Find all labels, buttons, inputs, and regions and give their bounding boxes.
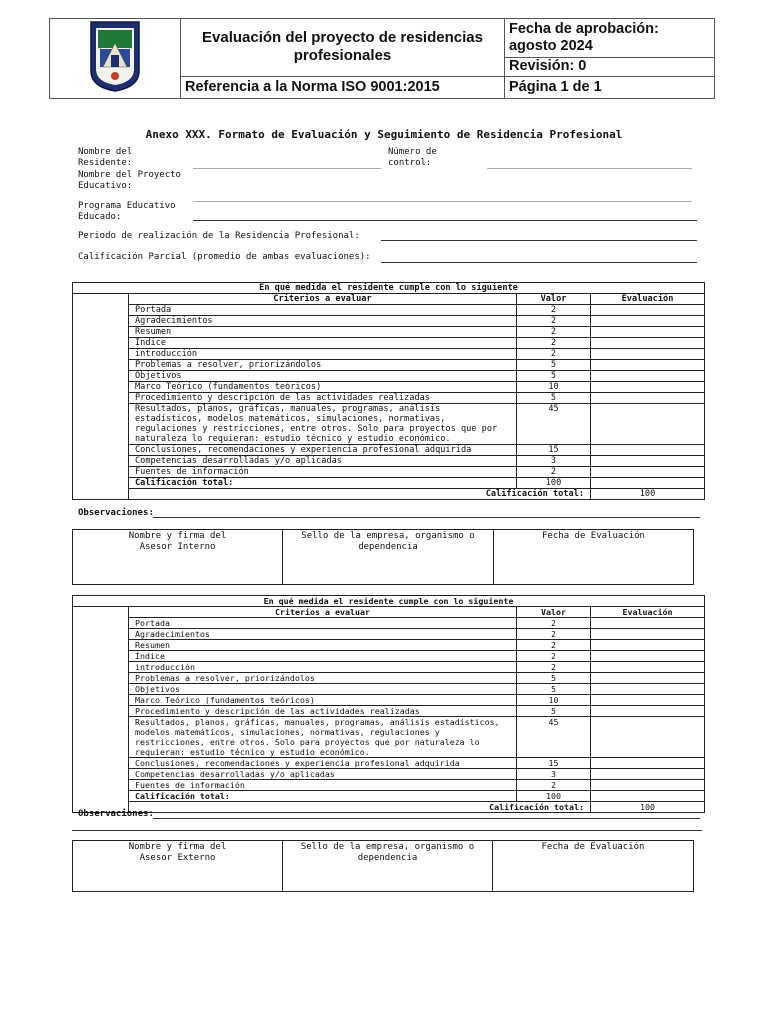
table-row [73,673,705,684]
criterion-label: Competencias desarrolladas y/o aplicadas [129,769,517,780]
col-eval-header: Evaluación [591,294,705,305]
criterion-label: Conclusiones, recomendaciones y experiencia profesional adquirida [129,758,517,769]
external-advisor-signature[interactable] [73,841,283,892]
criterion-label: Marco Teórico (fundamentos teóricos) [129,382,517,393]
partial-grade-label: Calificación Parcial (promedio de ambas evaluaciones): [78,252,371,262]
criterion-label: Resultados, planos, gráficas, manuales, programas, análisis estadísticos, modelos matemáticos, simulaciones, normativas, regulaciones y restricciones, entre otros. Solo para proyectos que por naturaleza lo requieran: estudio técnico y estudio económico. [129,717,517,758]
criterion-label: Portada [129,305,517,316]
table-row [73,684,705,695]
criterion-value: 10 [517,695,591,706]
criterion-value: 15 [517,758,591,769]
document-header [49,18,715,99]
criterion-value: 2 [517,316,591,327]
criterion-evaluation-cell[interactable] [591,305,705,316]
annex-title: Anexo XXX. Formato de Evaluación y Seguimiento de Residencia Profesional [145,128,623,141]
table-row [73,706,705,717]
table-row [73,467,705,478]
criterion-label: Problemas a resolver, priorizándolos [129,360,517,371]
criterion-evaluation-cell[interactable] [591,382,705,393]
project-name-field[interactable] [193,201,692,202]
table-row [73,769,705,780]
criterion-value: 45 [517,404,591,445]
criterion-label: Índice [129,651,517,662]
criterion-value: 2 [517,349,591,360]
table-row [73,651,705,662]
period-label: Periodo de realización de la Residencia Profesional: [78,231,360,241]
criterion-value: 2 [517,327,591,338]
criterion-evaluation-cell[interactable] [591,780,705,791]
table-row [73,393,705,404]
institution-logo-icon [88,19,142,93]
external-signature-table [72,840,694,892]
external-evaluation-table [72,595,705,813]
total-evaluation-cell[interactable] [591,791,705,802]
col-value-header: Valor [517,607,591,618]
divider-line [72,830,702,831]
criterion-label: Fuentes de información [129,467,517,478]
criterion-evaluation-cell[interactable] [591,640,705,651]
table-row [73,780,705,791]
criterion-evaluation-cell[interactable] [591,316,705,327]
table-row [73,349,705,360]
control-number-label: Número de control: [388,147,437,168]
document-title: Evaluación del proyecto de residencias profesionales [181,19,505,77]
table-row [73,360,705,371]
criterion-value: 15 [517,445,591,456]
table-row [73,456,705,467]
logo-cell [50,19,181,99]
criterion-evaluation-cell[interactable] [591,673,705,684]
table-row [73,629,705,640]
criterion-value: 5 [517,393,591,404]
criterion-evaluation-cell[interactable] [591,662,705,673]
internal-date-cell[interactable] [494,530,694,585]
internal-evaluation-table [72,282,705,500]
criterion-evaluation-cell[interactable] [591,695,705,706]
project-name-label: Nombre del Proyecto Educativo: [78,170,181,191]
criterion-evaluation-cell[interactable] [591,404,705,445]
program-field[interactable] [193,220,697,221]
col-eval-header: Evaluación [591,607,705,618]
criterion-label: Problemas a resolver, priorizándolos [129,673,517,684]
total-evaluation-cell[interactable] [591,478,705,489]
final-total-row [73,802,705,813]
resident-name-label: Nombre del Residente: [78,147,133,168]
external-table-body [73,596,705,813]
table-row [73,618,705,629]
criterion-value: 2 [517,651,591,662]
criterion-evaluation-cell[interactable] [591,629,705,640]
criterion-value: 45 [517,717,591,758]
table-row [73,717,705,758]
internal-side-label-cell [73,294,129,500]
criterion-label: Marco Teórico (fundamentos teóricos) [129,695,517,706]
internal-signature-table [72,529,694,585]
total-row [73,791,705,802]
criterion-label: Objetivos [129,371,517,382]
final-total-value: 100 [591,489,705,500]
criterion-evaluation-cell[interactable] [591,706,705,717]
criterion-value: 3 [517,456,591,467]
observations-field[interactable] [153,517,700,518]
table-heading: En qué medida el residente cumple con lo siguiente [73,283,705,294]
page-number: Página 1 de 1 [504,76,714,98]
total-row [73,478,705,489]
col-criteria-header: Criterios a evaluar [129,294,517,305]
table-row [73,445,705,456]
total-value: 100 [517,791,591,802]
program-label: Programa Educativo Educado: [78,201,176,222]
table-row [73,371,705,382]
criterion-label: Portada [129,618,517,629]
criterion-evaluation-cell[interactable] [591,445,705,456]
criterion-value: 5 [517,706,591,717]
observations-field-external[interactable] [153,818,700,819]
criterion-label: Resumen [129,640,517,651]
revision-label: Revisión: 0 [504,57,714,76]
table-row [73,338,705,349]
criterion-evaluation-cell[interactable] [591,467,705,478]
criterion-evaluation-cell[interactable] [591,349,705,360]
internal-table-body [73,283,705,500]
control-number-field[interactable] [487,168,692,169]
criterion-evaluation-cell[interactable] [591,338,705,349]
criterion-evaluation-cell[interactable] [591,360,705,371]
external-seal-label: Sello de la empresa, organismo o dependencia [300,842,475,863]
col-criteria-header: Criterios a evaluar [129,607,517,618]
internal-seal-cell[interactable] [283,530,494,585]
table-heading: En qué medida el residente cumple con lo siguiente [73,596,705,607]
criterion-value: 5 [517,360,591,371]
criterion-evaluation-cell[interactable] [591,651,705,662]
external-side-label-cell [73,607,129,813]
criterion-value: 10 [517,382,591,393]
total-label: Calificación total: [129,478,517,489]
internal-advisor-signature[interactable] [73,530,283,585]
table-row [73,758,705,769]
criterion-value: 2 [517,780,591,791]
criterion-evaluation-cell[interactable] [591,758,705,769]
criterion-label: Procedimiento y descripción de las actividades realizadas [129,393,517,404]
criterion-value: 3 [517,769,591,780]
final-total-label: Calificación total: [129,489,591,500]
observations-label: Observaciones: [78,508,154,518]
external-date-label: Fecha de Evaluación [541,842,645,852]
criterion-value: 2 [517,629,591,640]
external-date-cell[interactable] [493,841,694,892]
criterion-label: Agradecimientos [129,629,517,640]
criterion-value: 2 [517,662,591,673]
criterion-value: 2 [517,338,591,349]
approval-date: Fecha de aprobación: agosto 2024 [504,19,714,58]
criterion-value: 2 [517,467,591,478]
criterion-label: Índice [129,338,517,349]
criterion-value: 5 [517,673,591,684]
total-value: 100 [517,478,591,489]
criterion-evaluation-cell[interactable] [591,393,705,404]
criterion-label: Agradecimientos [129,316,517,327]
table-row [73,640,705,651]
criterion-label: Resultados, planos, gráficas, manuales, programas, análisis estadísticos, modelos matemáticos, simulaciones, normativas, regulaciones y restricciones, entre otros. Solo para proyectos que por naturaleza lo requieran: estudio técnico y estudio económico. [129,404,517,445]
criterion-evaluation-cell[interactable] [591,327,705,338]
internal-seal-label: Sello de la empresa, organismo o dependencia [301,531,475,552]
criterion-evaluation-cell[interactable] [591,769,705,780]
partial-grade-field[interactable] [381,262,697,263]
external-seal-cell[interactable] [283,841,493,892]
table-row [73,316,705,327]
iso-reference: Referencia a la Norma ISO 9001:2015 [181,76,505,98]
criterion-label: introducción [129,662,517,673]
criterion-value: 2 [517,640,591,651]
external-advisor-label: Nombre y firma del Asesor Externo [128,842,227,863]
criterion-label: Conclusiones, recomendaciones y experiencia profesional adquirida [129,445,517,456]
observations-label-external: Observaciones: [78,809,154,819]
criterion-label: Objetivos [129,684,517,695]
table-row [73,662,705,673]
criterion-label: Fuentes de información [129,780,517,791]
criterion-evaluation-cell[interactable] [591,371,705,382]
period-field[interactable] [381,240,697,241]
table-row [73,695,705,706]
criterion-value: 2 [517,618,591,629]
criterion-value: 2 [517,305,591,316]
criterion-value: 5 [517,371,591,382]
total-label: Calificación total: [129,791,517,802]
criterion-evaluation-cell[interactable] [591,456,705,467]
criterion-evaluation-cell[interactable] [591,717,705,758]
criterion-evaluation-cell[interactable] [591,618,705,629]
final-total-value: 100 [591,802,705,813]
internal-advisor-label: Nombre y firma del Asesor Interno [128,531,227,552]
criterion-value: 5 [517,684,591,695]
table-row [73,404,705,445]
criterion-label: Procedimiento y descripción de las actividades realizadas [129,706,517,717]
col-value-header: Valor [517,294,591,305]
criterion-label: Competencias desarrolladas y/o aplicadas [129,456,517,467]
criterion-evaluation-cell[interactable] [591,684,705,695]
criterion-label: Resumen [129,327,517,338]
final-total-label: Calificación total: [129,802,591,813]
internal-date-label: Fecha de Evaluación [542,531,645,541]
table-row [73,327,705,338]
final-total-row [73,489,705,500]
table-row [73,305,705,316]
criterion-label: introducción [129,349,517,360]
resident-name-field[interactable] [193,168,381,169]
table-row [73,382,705,393]
